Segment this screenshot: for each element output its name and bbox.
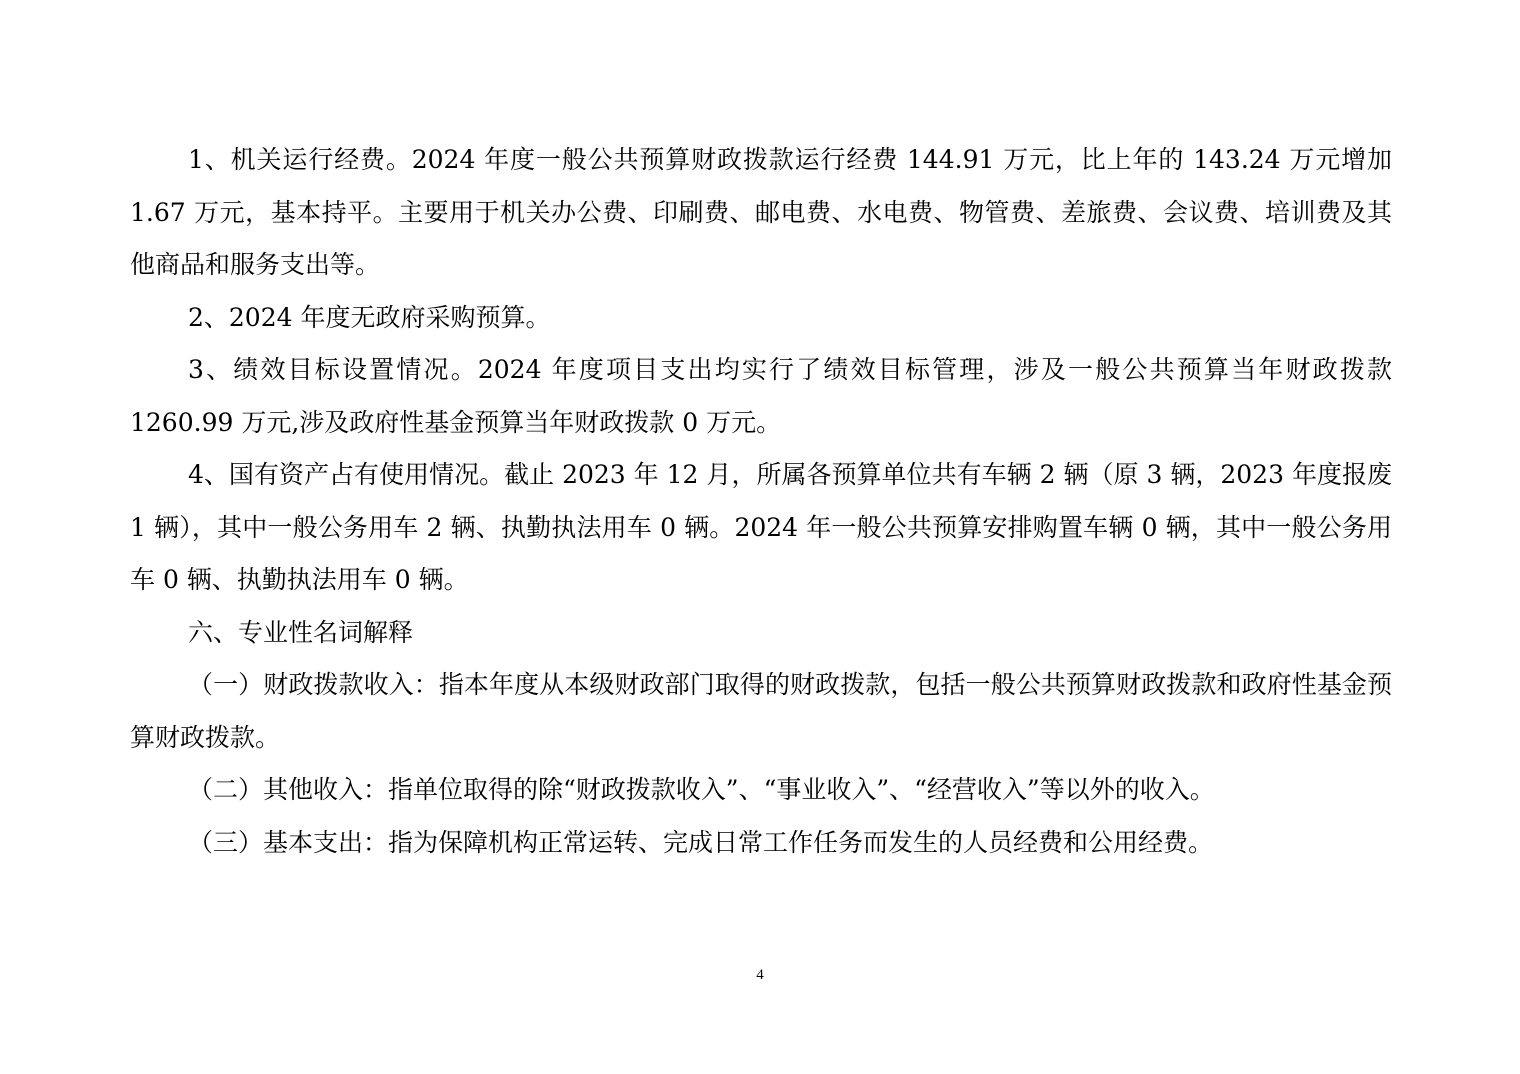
page-number: 4 [756,967,764,983]
paragraph-state-assets: 4、国有资产占有使用情况。截止 2023 年 12 月，所属各预算单位共有车辆 2 辆（原 3 辆，2023 年度报废 1 辆），其中一般公务用车 2 辆、执勤执法用车 0 辆。2024 年一般公共预算安排购置车辆 0 辆，其中一般公务用车 0 辆、执勤执法用车 0 辆。 [130,460,1392,594]
section-heading-terms: 六、专业性名词解释 [188,617,414,647]
paragraph-performance-targets: 3、绩效目标设置情况。2024 年度项目支出均实行了绩效目标管理，涉及一般公共预算当年财政拨款 1260.99 万元,涉及政府性基金预算当年财政拨款 0 万元。 [130,355,1392,437]
paragraph-operating-expenses: 1、机关运行经费。2024 年度一般公共预算财政拨款运行经费 144.91 万元，比上年的 143.24 万元增加 1.67 万元，基本持平。主要用于机关办公费、印刷费、邮电费、水电费、物管费、差旅费、会议费、培训费及其他商品和服务支出等。 [130,145,1392,279]
term-basic-expenditure: （三）基本支出：指为保障机构正常运转、完成日常工作任务而发生的人员经费和公用经费。 [188,827,1214,857]
term-other-income: （二）其他收入：指单位取得的除“财政拨款收入”、“事业收入”、“经营收入”等以外的收入。 [188,775,1215,804]
term-fiscal-appropriation: （一）财政拨款收入：指本年度从本级财政部门取得的财政拨款，包括一般公共预算财政拨款和政府性基金预算财政拨款。 [130,670,1392,752]
document-body [130,134,1392,869]
paragraph-procurement-budget: 2、2024 年度无政府采购预算。 [188,302,551,332]
